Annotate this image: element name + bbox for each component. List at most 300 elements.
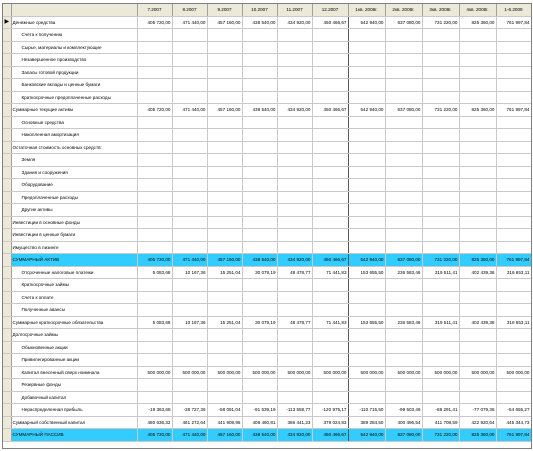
value-cell[interactable]: 405 720,00 xyxy=(137,104,172,117)
value-cell[interactable] xyxy=(459,329,496,342)
table-row[interactable] xyxy=(3,166,531,179)
value-cell[interactable]: 637 080,00 xyxy=(385,104,422,117)
value-cell[interactable] xyxy=(137,129,172,142)
value-cell[interactable] xyxy=(312,291,348,304)
value-cell[interactable] xyxy=(459,354,496,367)
value-cell[interactable]: 441 908,96 xyxy=(207,416,242,429)
value-cell[interactable] xyxy=(277,116,312,129)
value-cell[interactable] xyxy=(312,129,348,142)
value-cell[interactable]: 542 940,00 xyxy=(348,429,385,442)
value-cell[interactable] xyxy=(207,29,242,42)
value-cell[interactable] xyxy=(348,391,385,404)
value-cell[interactable] xyxy=(242,91,277,104)
value-cell[interactable] xyxy=(422,54,459,67)
table-row[interactable] xyxy=(3,179,531,192)
row-indicator[interactable] xyxy=(3,266,11,279)
value-cell[interactable] xyxy=(277,66,312,79)
value-cell[interactable]: 542 940,00 xyxy=(348,104,385,117)
value-cell[interactable] xyxy=(496,154,531,167)
value-cell[interactable] xyxy=(459,379,496,392)
value-cell[interactable] xyxy=(459,91,496,104)
value-cell[interactable] xyxy=(459,66,496,79)
value-cell[interactable]: 731 220,00 xyxy=(422,254,459,267)
value-cell[interactable]: 457 160,00 xyxy=(207,254,242,267)
value-cell[interactable] xyxy=(385,204,422,217)
table-row[interactable] xyxy=(3,116,531,129)
value-cell[interactable] xyxy=(277,229,312,242)
value-cell[interactable] xyxy=(277,179,312,192)
value-cell[interactable] xyxy=(459,304,496,317)
row-indicator[interactable] xyxy=(3,254,11,267)
value-cell[interactable] xyxy=(422,41,459,54)
value-cell[interactable]: 450 466,67 xyxy=(312,254,348,267)
value-cell[interactable]: 542 940,00 xyxy=(348,16,385,29)
value-cell[interactable] xyxy=(459,291,496,304)
value-cell[interactable]: 500 000,00 xyxy=(242,366,277,379)
value-cell[interactable] xyxy=(496,229,531,242)
value-cell[interactable] xyxy=(137,216,172,229)
value-cell[interactable] xyxy=(242,204,277,217)
column-header[interactable]: 2кв. 2008г. xyxy=(385,4,422,16)
value-cell[interactable] xyxy=(312,391,348,404)
row-indicator[interactable] xyxy=(3,379,11,392)
value-cell[interactable] xyxy=(496,241,531,254)
value-cell[interactable] xyxy=(496,129,531,142)
value-cell[interactable] xyxy=(137,379,172,392)
value-cell[interactable] xyxy=(137,391,172,404)
value-cell[interactable]: 825 360,00 xyxy=(459,16,496,29)
value-cell[interactable]: 316 653,11 xyxy=(496,266,531,279)
value-cell[interactable] xyxy=(277,129,312,142)
value-cell[interactable]: -54 655,27 xyxy=(496,404,531,417)
value-cell[interactable] xyxy=(385,304,422,317)
value-cell[interactable] xyxy=(496,54,531,67)
column-header[interactable]: 11.2007 xyxy=(277,4,312,16)
value-cell[interactable]: 153 655,50 xyxy=(348,316,385,329)
value-cell[interactable] xyxy=(277,354,312,367)
value-cell[interactable] xyxy=(385,141,422,154)
value-cell[interactable] xyxy=(459,154,496,167)
value-cell[interactable] xyxy=(172,29,207,42)
row-indicator[interactable] xyxy=(3,316,11,329)
value-cell[interactable] xyxy=(277,91,312,104)
value-cell[interactable]: -99 503,46 xyxy=(385,404,422,417)
value-cell[interactable] xyxy=(277,54,312,67)
value-cell[interactable] xyxy=(496,66,531,79)
value-cell[interactable] xyxy=(242,54,277,67)
value-cell[interactable] xyxy=(312,116,348,129)
column-header[interactable]: 9.2007 xyxy=(207,4,242,16)
value-cell[interactable]: 10 167,36 xyxy=(172,316,207,329)
value-cell[interactable] xyxy=(137,41,172,54)
value-cell[interactable] xyxy=(277,204,312,217)
value-cell[interactable] xyxy=(459,29,496,42)
value-cell[interactable] xyxy=(348,341,385,354)
value-cell[interactable] xyxy=(348,216,385,229)
value-cell[interactable] xyxy=(242,279,277,292)
value-cell[interactable] xyxy=(385,154,422,167)
value-cell[interactable] xyxy=(277,154,312,167)
value-cell[interactable] xyxy=(172,179,207,192)
value-cell[interactable]: 316 653,11 xyxy=(496,316,531,329)
value-cell[interactable] xyxy=(348,179,385,192)
value-cell[interactable] xyxy=(277,241,312,254)
value-cell[interactable] xyxy=(242,216,277,229)
value-cell[interactable] xyxy=(422,279,459,292)
value-cell[interactable] xyxy=(172,129,207,142)
column-header[interactable]: 12.2007 xyxy=(312,4,348,16)
value-cell[interactable] xyxy=(207,216,242,229)
table-row[interactable] xyxy=(3,29,531,42)
value-cell[interactable] xyxy=(207,79,242,92)
value-cell[interactable] xyxy=(348,141,385,154)
row-indicator[interactable] xyxy=(3,304,11,317)
value-cell[interactable]: 10 167,36 xyxy=(172,266,207,279)
value-cell[interactable]: 500 000,00 xyxy=(172,366,207,379)
row-indicator[interactable] xyxy=(3,141,11,154)
value-cell[interactable] xyxy=(496,141,531,154)
value-cell[interactable] xyxy=(172,241,207,254)
table-row[interactable] xyxy=(3,416,531,429)
value-cell[interactable] xyxy=(348,329,385,342)
value-cell[interactable] xyxy=(385,166,422,179)
value-cell[interactable]: 761 997,84 xyxy=(496,254,531,267)
value-cell[interactable] xyxy=(312,166,348,179)
value-cell[interactable]: -58 091,04 xyxy=(207,404,242,417)
value-cell[interactable]: 48 478,77 xyxy=(277,316,312,329)
value-cell[interactable] xyxy=(348,154,385,167)
value-cell[interactable] xyxy=(385,54,422,67)
row-indicator[interactable] xyxy=(3,354,11,367)
row-indicator[interactable] xyxy=(3,329,11,342)
value-cell[interactable]: 236 583,46 xyxy=(385,266,422,279)
value-cell[interactable]: 471 440,00 xyxy=(172,16,207,29)
value-cell[interactable]: 500 000,00 xyxy=(137,366,172,379)
value-cell[interactable]: 71 441,83 xyxy=(312,316,348,329)
value-cell[interactable]: 500 000,00 xyxy=(277,366,312,379)
value-cell[interactable] xyxy=(277,341,312,354)
row-indicator[interactable] xyxy=(3,166,11,179)
table-row[interactable] xyxy=(3,16,531,29)
value-cell[interactable] xyxy=(207,391,242,404)
row-indicator[interactable] xyxy=(3,66,11,79)
value-cell[interactable]: 438 540,00 xyxy=(242,16,277,29)
value-cell[interactable]: 411 708,59 xyxy=(422,416,459,429)
value-cell[interactable] xyxy=(496,79,531,92)
value-cell[interactable] xyxy=(172,141,207,154)
value-cell[interactable]: 457 160,00 xyxy=(207,104,242,117)
value-cell[interactable] xyxy=(312,141,348,154)
value-cell[interactable] xyxy=(137,66,172,79)
value-cell[interactable] xyxy=(242,116,277,129)
value-cell[interactable] xyxy=(242,154,277,167)
column-header[interactable]: 10.2007 xyxy=(242,4,277,16)
column-header[interactable]: 7.2007 xyxy=(137,4,172,16)
value-cell[interactable] xyxy=(348,29,385,42)
row-indicator[interactable] xyxy=(3,91,11,104)
value-cell[interactable]: 405 720,00 xyxy=(137,254,172,267)
value-cell[interactable]: 236 583,46 xyxy=(385,316,422,329)
value-cell[interactable]: 319 511,41 xyxy=(422,266,459,279)
row-indicator[interactable] xyxy=(3,116,11,129)
value-cell[interactable]: 471 440,00 xyxy=(172,254,207,267)
row-indicator[interactable] xyxy=(3,291,11,304)
balance-sheet-grid[interactable] xyxy=(2,3,532,449)
table-row[interactable] xyxy=(3,266,531,279)
value-cell[interactable]: 30 079,19 xyxy=(242,316,277,329)
value-cell[interactable]: -113 558,77 xyxy=(277,404,312,417)
value-cell[interactable] xyxy=(277,279,312,292)
value-cell[interactable] xyxy=(277,41,312,54)
value-cell[interactable] xyxy=(172,66,207,79)
value-cell[interactable] xyxy=(312,29,348,42)
value-cell[interactable] xyxy=(242,166,277,179)
value-cell[interactable]: -91 539,19 xyxy=(242,404,277,417)
value-cell[interactable] xyxy=(242,191,277,204)
value-cell[interactable] xyxy=(207,241,242,254)
value-cell[interactable] xyxy=(172,379,207,392)
value-cell[interactable] xyxy=(137,29,172,42)
value-cell[interactable]: 405 720,00 xyxy=(137,429,172,442)
value-cell[interactable] xyxy=(348,41,385,54)
value-cell[interactable]: 637 080,00 xyxy=(385,254,422,267)
value-cell[interactable]: 48 478,77 xyxy=(277,266,312,279)
value-cell[interactable] xyxy=(496,179,531,192)
value-cell[interactable]: 471 440,00 xyxy=(172,429,207,442)
column-header[interactable]: 1кв. 2008г. xyxy=(348,4,385,16)
value-cell[interactable]: 15 251,04 xyxy=(207,266,242,279)
value-cell[interactable] xyxy=(172,391,207,404)
value-cell[interactable] xyxy=(459,341,496,354)
table-row[interactable] xyxy=(3,429,531,442)
value-cell[interactable] xyxy=(385,391,422,404)
value-cell[interactable] xyxy=(422,79,459,92)
value-cell[interactable]: -120 975,17 xyxy=(312,404,348,417)
value-cell[interactable]: 450 466,67 xyxy=(312,16,348,29)
value-cell[interactable] xyxy=(348,91,385,104)
value-cell[interactable]: 500 000,00 xyxy=(385,366,422,379)
value-cell[interactable]: 450 466,67 xyxy=(312,104,348,117)
value-cell[interactable] xyxy=(385,191,422,204)
value-cell[interactable] xyxy=(459,191,496,204)
value-cell[interactable] xyxy=(172,229,207,242)
row-indicator[interactable] xyxy=(3,366,11,379)
value-cell[interactable] xyxy=(496,304,531,317)
value-cell[interactable]: 402 439,36 xyxy=(459,266,496,279)
value-cell[interactable] xyxy=(242,329,277,342)
value-cell[interactable]: 480 636,32 xyxy=(137,416,172,429)
row-indicator[interactable] xyxy=(3,104,11,117)
table-row[interactable] xyxy=(3,304,531,317)
value-cell[interactable] xyxy=(172,204,207,217)
value-cell[interactable] xyxy=(277,291,312,304)
value-cell[interactable] xyxy=(385,116,422,129)
value-cell[interactable]: 542 940,00 xyxy=(348,254,385,267)
value-cell[interactable] xyxy=(172,54,207,67)
value-cell[interactable] xyxy=(242,66,277,79)
value-cell[interactable]: 731 220,00 xyxy=(422,429,459,442)
row-indicator[interactable] xyxy=(3,41,11,54)
value-cell[interactable]: 761 997,84 xyxy=(496,104,531,117)
value-cell[interactable] xyxy=(312,241,348,254)
value-cell[interactable] xyxy=(422,129,459,142)
row-indicator[interactable] xyxy=(3,341,11,354)
value-cell[interactable]: 15 251,04 xyxy=(207,316,242,329)
table-row[interactable] xyxy=(3,204,531,217)
value-cell[interactable] xyxy=(172,79,207,92)
row-indicator[interactable] xyxy=(3,216,11,229)
table-row[interactable] xyxy=(3,141,531,154)
value-cell[interactable] xyxy=(242,354,277,367)
value-cell[interactable] xyxy=(422,141,459,154)
value-cell[interactable] xyxy=(422,304,459,317)
row-indicator[interactable] xyxy=(3,79,11,92)
table-row[interactable] xyxy=(3,154,531,167)
table-row[interactable] xyxy=(3,91,531,104)
value-cell[interactable] xyxy=(242,41,277,54)
column-header[interactable]: 8.2007 xyxy=(172,4,207,16)
value-cell[interactable] xyxy=(137,191,172,204)
value-cell[interactable] xyxy=(422,191,459,204)
value-cell[interactable]: 5 083,68 xyxy=(137,316,172,329)
table-row[interactable] xyxy=(3,279,531,292)
value-cell[interactable] xyxy=(459,54,496,67)
value-cell[interactable] xyxy=(242,341,277,354)
table-row[interactable] xyxy=(3,54,531,67)
value-cell[interactable]: 30 079,19 xyxy=(242,266,277,279)
value-cell[interactable] xyxy=(348,241,385,254)
value-cell[interactable]: 825 360,00 xyxy=(459,254,496,267)
value-cell[interactable] xyxy=(385,341,422,354)
value-cell[interactable]: 457 160,00 xyxy=(207,429,242,442)
value-cell[interactable] xyxy=(137,341,172,354)
value-cell[interactable] xyxy=(172,116,207,129)
row-indicator[interactable] xyxy=(3,429,11,442)
value-cell[interactable] xyxy=(459,129,496,142)
value-cell[interactable] xyxy=(312,191,348,204)
value-cell[interactable] xyxy=(242,179,277,192)
value-cell[interactable] xyxy=(422,29,459,42)
value-cell[interactable] xyxy=(312,66,348,79)
row-indicator[interactable] xyxy=(3,179,11,192)
table-row[interactable] xyxy=(3,341,531,354)
table-row[interactable] xyxy=(3,254,531,267)
value-cell[interactable] xyxy=(422,91,459,104)
value-cell[interactable] xyxy=(207,66,242,79)
row-indicator[interactable]: ▶ xyxy=(3,16,11,29)
value-cell[interactable] xyxy=(422,391,459,404)
value-cell[interactable] xyxy=(385,79,422,92)
value-cell[interactable]: 500 000,00 xyxy=(348,366,385,379)
table-row[interactable] xyxy=(3,366,531,379)
table-row[interactable] xyxy=(3,229,531,242)
value-cell[interactable] xyxy=(348,129,385,142)
value-cell[interactable] xyxy=(312,354,348,367)
value-cell[interactable] xyxy=(496,91,531,104)
value-cell[interactable] xyxy=(172,329,207,342)
value-cell[interactable] xyxy=(459,241,496,254)
value-cell[interactable] xyxy=(312,54,348,67)
value-cell[interactable] xyxy=(348,116,385,129)
column-header[interactable]: 1-6.2009 xyxy=(496,4,531,16)
value-cell[interactable] xyxy=(242,241,277,254)
value-cell[interactable] xyxy=(312,379,348,392)
value-cell[interactable]: 438 540,00 xyxy=(242,104,277,117)
row-indicator[interactable] xyxy=(3,129,11,142)
value-cell[interactable] xyxy=(207,329,242,342)
value-cell[interactable] xyxy=(242,304,277,317)
value-cell[interactable] xyxy=(312,204,348,217)
value-cell[interactable] xyxy=(137,54,172,67)
row-indicator[interactable] xyxy=(3,29,11,42)
value-cell[interactable]: 500 000,00 xyxy=(496,366,531,379)
value-cell[interactable] xyxy=(496,329,531,342)
value-cell[interactable] xyxy=(277,216,312,229)
row-indicator[interactable] xyxy=(3,416,11,429)
value-cell[interactable]: 405 720,00 xyxy=(137,16,172,29)
value-cell[interactable] xyxy=(277,379,312,392)
value-cell[interactable] xyxy=(207,291,242,304)
value-cell[interactable]: 434 920,00 xyxy=(277,16,312,29)
value-cell[interactable] xyxy=(422,329,459,342)
row-indicator[interactable] xyxy=(3,229,11,242)
value-cell[interactable]: 386 441,23 xyxy=(277,416,312,429)
value-cell[interactable] xyxy=(172,291,207,304)
value-cell[interactable] xyxy=(137,79,172,92)
value-cell[interactable]: 434 920,00 xyxy=(277,254,312,267)
value-cell[interactable] xyxy=(385,91,422,104)
value-cell[interactable] xyxy=(277,391,312,404)
table-row[interactable] xyxy=(3,79,531,92)
value-cell[interactable]: 5 083,68 xyxy=(137,266,172,279)
column-header[interactable]: 4кв. 2008г. xyxy=(459,4,496,16)
value-cell[interactable] xyxy=(277,29,312,42)
value-cell[interactable]: 434 920,00 xyxy=(277,104,312,117)
value-cell[interactable] xyxy=(422,204,459,217)
value-cell[interactable]: 71 441,83 xyxy=(312,266,348,279)
value-cell[interactable] xyxy=(172,191,207,204)
value-cell[interactable] xyxy=(385,354,422,367)
value-cell[interactable]: 500 000,00 xyxy=(312,366,348,379)
value-cell[interactable]: 400 496,54 xyxy=(385,416,422,429)
value-cell[interactable] xyxy=(348,191,385,204)
value-cell[interactable] xyxy=(496,204,531,217)
value-cell[interactable]: 438 540,00 xyxy=(242,429,277,442)
value-cell[interactable] xyxy=(207,191,242,204)
value-cell[interactable] xyxy=(385,291,422,304)
value-cell[interactable] xyxy=(422,216,459,229)
value-cell[interactable] xyxy=(459,216,496,229)
value-cell[interactable] xyxy=(137,179,172,192)
value-cell[interactable]: 153 655,50 xyxy=(348,266,385,279)
value-cell[interactable]: -110 715,50 xyxy=(348,404,385,417)
table-row[interactable] xyxy=(3,129,531,142)
value-cell[interactable] xyxy=(385,379,422,392)
value-cell[interactable] xyxy=(496,391,531,404)
value-cell[interactable] xyxy=(137,304,172,317)
value-cell[interactable]: 389 284,50 xyxy=(348,416,385,429)
value-cell[interactable] xyxy=(348,304,385,317)
row-indicator[interactable] xyxy=(3,391,11,404)
value-cell[interactable] xyxy=(207,279,242,292)
value-cell[interactable] xyxy=(172,279,207,292)
value-cell[interactable] xyxy=(312,79,348,92)
value-cell[interactable] xyxy=(459,116,496,129)
value-cell[interactable] xyxy=(172,41,207,54)
value-cell[interactable] xyxy=(172,91,207,104)
value-cell[interactable] xyxy=(137,141,172,154)
value-cell[interactable] xyxy=(348,279,385,292)
